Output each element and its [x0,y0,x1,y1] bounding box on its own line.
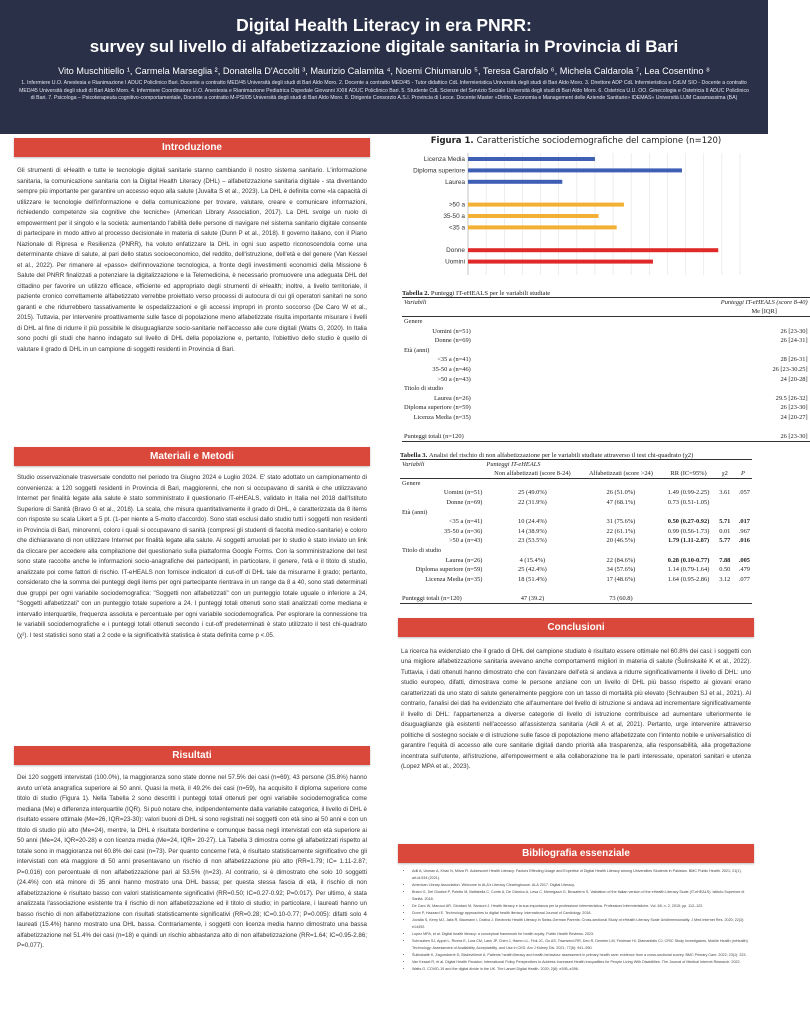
table3-cell-label: Età (anni) [402,508,428,516]
table3-cell-p [734,584,752,594]
table2-cell-value: 29.5 [26-32] [775,394,808,402]
table3-cell-chi [716,546,734,556]
table3-cell-p [734,507,752,517]
bar--35-a [468,225,617,229]
table2-caption [402,290,750,297]
table2-cell-label: Uomini (n=51) [432,327,471,335]
table3-cell-non [484,584,580,594]
table3-row [400,575,752,585]
table3-cell-alf: 47 (68.1%) [606,499,636,507]
right-column [398,134,808,973]
table2-cell-label: Titolo di studio [404,385,444,393]
table3-cell-non: 47 (39.2) [520,594,545,602]
bar-laurea [468,180,562,184]
bar-licenza-media [468,157,595,161]
poster-header [0,0,768,134]
table3-cell-rr [661,546,715,556]
table3-col-non-alfabetizzati: Non alfabetizzati (score 8-24) [494,470,571,478]
table3-col-p: P [740,470,745,478]
table2-row [402,422,810,432]
category-label: 35-50 a [443,213,465,220]
authors: Vito Muschitiello ¹, Carmela Marseglia ², Donatella D'Accolti ³, Maurizio Calamita ⁴, Noemi Chiumarulo ⁵, Teresa Garofalo ⁶, Michela Caldarola ⁷, Lea Cosentino ⁸ [58,66,710,76]
table3-cell-alf [580,479,661,489]
figure1-caption: Caratteristiche sociodemografiche del campione (n=120) [476,136,722,146]
table3-cell-rr [661,507,715,517]
table2-cell-label: Età (anni) [404,346,430,354]
table2-cell-label: Licenza Media (n=35) [413,413,471,421]
table3-cell-label: Uomini (n=51) [443,489,483,497]
table3-cell-p: .057 [738,489,750,497]
table3-header-spacer-var [400,469,484,479]
table3-caption [400,452,752,459]
category-label: Licenza Media [423,156,465,163]
table3-header-spacer-rr [661,459,715,469]
table2-row [402,432,810,442]
table2-group-row [402,345,810,355]
table3-row [400,517,752,527]
table2-cell-value: 26 [24-31] [780,337,808,345]
table3-label: Tabella 3. [400,451,428,459]
table3-cell-alf [580,546,661,556]
table2-row [402,374,810,384]
table3-cell-label: Laurea (n=26) [445,556,483,564]
table3-cell-rr: 1.79 (1.11-2.87) [667,537,710,545]
bibliography-item: • Dunn P, Hazzard E. Technology approaches to digital health literacy. International Journal of Cardiology. 2018. [412,910,750,917]
table2-header-spacer [402,307,591,317]
bibliography-item: • Schrauben SJ, Appel L, Rivera E, Lora CM, Lash JP, Chen J, Hamm LL, Fink JC, Go AS, Townsend RR, Deo R, Dember LM, Feldman HI, Diamantidis CJ; CRIC Study Investigators. Mobile Health (mHealth) Technology: Assessment of Availability, Acceptability, and Use in CKD. Am J Kidney Dis. 2021; 77(6): 941–950. [412,938,750,952]
table3-cell-non [484,546,580,556]
table3-cell-chi [716,594,734,604]
table3-cell-alf: 73 (60.8) [609,594,633,602]
table3-cell-label: Punteggi totali (n=120) [402,594,462,602]
bibliography-item: • Bravo G, Del Giudice P, Poletto M, Battistella C, Conte A, De Odorico A, Lesa C, Menegazzi G, Brusaferro S. Validation of the Italian version of the eHealth Literacy Scale (IT-eHEALS). Istituto Superiore di Sanità. 2018. [412,889,750,903]
table2-cell-value [591,422,810,432]
table2-cell-label: >50 a (n=43) [437,375,471,383]
category-label: >50 a [448,201,465,209]
table3-cell-rr: 0.28 (0.10-0.77) [667,556,710,564]
table3-group-row [400,479,752,489]
table3-cell-alf: 22 (84.6%) [606,556,636,564]
table2-col-score: Punteggi IT-eHEALS (score 8-40) [720,299,808,307]
table2-row [402,393,810,403]
category-label: Laurea [445,178,465,186]
table3-group-row [400,546,752,556]
category-label: Donne [446,247,465,255]
table2-cell-label: 35-50 a (n=46) [432,365,471,373]
table3-cell-alf: 26 (51.0%) [606,489,636,497]
table2-label: Tabella 2. [402,290,430,297]
table3-cell-non: 10 (24.4%) [518,518,547,526]
table3-cell-chi: 3.12 [719,575,731,583]
table3-cell-non: 4 (15.4%) [519,556,546,564]
table3-cell-chi: 0.01 [719,527,731,535]
table3-cell-non: 23 (53.5%) [518,537,547,545]
bar-35-50-a [468,214,599,218]
category-label: <35 a [448,224,465,232]
section-heading-bibliografia: Bibliografia essenziale [398,844,754,863]
table3-row [400,565,752,575]
table3-cell-chi: 0.50 [719,566,731,574]
table2-col-me-iqr: Me [IQR] [751,308,777,316]
poster-title-line1: Digital Health Literacy in era PNRR: [236,15,532,35]
table3-cell-rr [661,584,715,594]
table3 [398,452,754,604]
table3-cell-label: Diploma superiore (n=59) [415,566,483,574]
table2-cell-value: 24 [20-27] [780,413,808,421]
table3-cell-chi: 3.61 [719,489,731,497]
bar--50-a [468,203,624,207]
table3-cell-label [400,584,484,594]
table3-cell-chi: 7.88 [719,556,731,564]
bibliography-item: • Van Kessel R, et al. Digital Health Paradox: International Policy Perspectives to Address Increased Health Inequalities for People Living With Disabilities. The Journal of Medical Internet Research. 2022. [412,959,750,966]
table3-cell-rr: 1.64 (0.95-2.86) [667,575,710,583]
table3-cell-rr: 1.49 (0.99-2.25) [667,489,710,497]
table3-cell-chi [716,584,734,594]
table3-cell-rr [661,594,715,604]
left-column [14,134,370,952]
table3-cell-label: Donne (n=69) [446,499,483,507]
table3-cell-label: >50 a (n=43) [448,537,483,545]
bibliography-item: • American Library Association. Welcome to ALA's Literacy Clearinghouse. ALA 2017. Digital Literacy. [412,882,750,889]
table2-cell-value [591,317,810,327]
table3-cell-non: 14 (38.9%) [518,527,547,535]
table2-cell-value: 26 [23-30] [780,327,808,335]
table3-cell-alf: 34 (57.6%) [606,566,636,574]
table3-cell-non: 25 (49.0%) [518,489,547,497]
table3-row [400,536,752,546]
table3-col-variabili: Variabili [402,460,425,468]
introduction-text: Gli strumenti di eHealth e tutte le tecnologie digitali sanitarie stanno cambiando il nostro sistema sanitario. L'informazione sanitaria, la comunicazione sanitaria con la Digital Health Literacy (DHL) – alfabetizzazione sanitaria digitale - sta diventando sempre più importante per garantire un accesso equo alla salute (Juvalta S et al., 2023). La DHL è definita come «la capacità di utilizzare le tecnologie dell'informazione e della comunicazione per trovare, valutare, creare e comunicare informazioni, richiedendo competenze sia cognitive che tecniche» (American Library Association, 2017). La DHL svolge un ruolo di empowerment per il singolo e la società: aumentando l'abilità delle persone di navigare nel sistema sanitario digitale consente di partecipare in modo attivo al processo decisionale in materia di salute (Dunn P et al., 2018). Il governo italiano, con il Piano Nazionale di Ripresa e Resilienza (PNRR), ha voluto enfatizzare la DHL in ogni suo aspetto riconoscendola come una determinante chiave di salute, al pari dello status socioeconomico, del reddito, dell'istruzione, dell'età e del genere (Van Kessel et al., 2022). Per rimanere al «passo» dell'innovazione tecnologica, a fronte degli investimenti economici della Missione 6 Salute del PNRR finalizzati a potenziare la digitalizzazione e la Telemedicina, è necessario promuovere una adeguata DHL del cittadino per favorire un utilizzo efficace, efficiente ed appropriato degli strumenti di eHealth; inoltre, a livello territoriale, il paziente cronico correttamente alfabetizzato verrebbe proiettato verso processi di autocura di cui gli operatori sanitari ne sono garanti e che ridurrebbero tassativamente le ospedalizzazioni e gli accessi impropri in pronto soccorso (De Caro W et al., 2015). Tuttavia, per intervenire proattivamente sulle fasce di popolazione meno alfabetizzate risulta importante misurare i livelli di DHL al fine di ridurre il più possibile le disuguaglianze socio-sanitarie nell'accesso alle cure digitali (Watts G, 2020). In Italia sono pochi gli studi che hanno indagato sul livello di DHL della popolazione e, pertanto, l'obiettivo dello studio è quello di valutare il grado di DHL in un campione di soggetti residenti in Provincia di Bari. [17,167,367,353]
table3-cell-p: .017 [738,518,750,526]
table3-cell-label: Titolo di studio [402,547,442,555]
methods-text: Studio osservazionale trasversale condotto nel periodo tra Giugno 2024 e Luglio 2024. E' stato adottato un campionamento di convenienza: a 120 soggetti residenti in Provincia di Bari, maggiorenni, che non si occupavano di sanità e che utilizzavano Internet per finalità legate alla salute è stato somministrato il questionario IT-eHEALS, validato in Italia nel 2018 dall'Istituto Superiore di Sanità (Bravo G et al., 2018). La scala, che misura quantitativamente il grado di DHL, è caratterizzata da 8 items con risposte su scala Likert a 5 pt. (1-per niente a 5-molto d'accordo). Sono stati esclusi dallo studio tutti i soggetti non residenti in Provincia di Bari, minorenni, coloro i quali si occupavano di sanità (compresi gli studenti di facoltà medico-sanitarie) e coloro che dichiaravano di non utilizzare Internet per finalità legate alla salute. Ai soggetti arruolati per lo studio è stato inviato un link da cliccare per accedere alla compilazione del questionario sulla piattaforma Google Forms. Con la somministrazione del test sono state raccolte anche le informazioni socio-anagrafiche dei partecipanti, in particolare, il genere, l'età e il titolo di studio, analizzate poi come fattori di rischio. IT-eHEALS non fornisce indicatori di cut-off di DHL tale da misurarne il grado; pertanto, considerato che la somma dei punteggi degli items per ogni partecipante rientrava in un range da 8 a 40, sono stati determinati due gruppi per ogni variabile sociodemografica: "Soggetti non alfabetizzati" con un punteggio totale uguale o inferiore a 24, "Soggetti alfabetizzati" con un punteggio totale superiore a 24. I punteggi totali ottenuti sono stati analizzati come mediana e intervallo interquartile, frequenza assoluta e percentuale per ogni variabile sociodemografica. Per esplorare la connessione tra le variabili sociodemografiche e i punteggi totali ottenuti secondo i cut-off predeterminati è stato utilizzato il test chi-quadrato (χ²). I test statistici sono stati a 2 code e la significatività statistica è stata definita come p <.05. [17,474,367,639]
table2-row [402,326,810,336]
table2-cell-value [591,345,810,355]
table3-cell-p [734,479,752,489]
table3-cell-alf: 31 (75.6%) [606,518,636,526]
section-heading-risultati: Risultati [14,746,370,765]
bar-diploma-superiore [468,168,682,172]
table3-header-spacer-p [734,459,752,469]
table2-group-row [402,384,810,394]
section-heading-conclusioni: Conclusioni [398,618,754,637]
table3-cell-rr: 1.14 (0.79-1.64) [667,566,710,574]
section-heading-materiali-metodi: Materiali e Metodi [14,447,370,466]
table3-cell-p: .479 [738,566,750,574]
table3-cell-p [734,594,752,604]
table3-cell-chi [716,507,734,517]
bar-uomini [468,260,653,264]
table3-cell-p: .005 [738,556,750,564]
table3-cell-rr: 0.50 (0.27-0.92) [667,518,710,526]
figure1-bar-chart [398,149,754,279]
table3-row [400,498,752,508]
table3-cell-p: .077 [738,575,750,583]
category-label: Uomini [445,258,465,266]
table3-cell-p [734,546,752,556]
table3-cell-non [484,507,580,517]
table3-cell-alf: 20 (46.5%) [606,537,636,545]
table2-grid [402,297,810,442]
bibliography-item: • Juvalta S, Kerry MJ, Jaks R, Baumann I, Dratva J. Electronic Health Literacy in Swiss-German Parents: Cross-sectional Study of eHealth Literacy Scale Unidimensionality. J Med Internet Res. 2020; 22(3): e14492. [412,917,750,931]
table3-row [400,594,752,604]
table2-cell-value [591,384,810,394]
table3-cell-non: 18 (51.4%) [518,575,547,583]
table3-col-group: Punteggi IT-eHEALS [486,460,541,468]
table3-cell-p: .016 [738,537,750,545]
table2-row [402,403,810,413]
affiliations: 1. Infermiere U.O. Anestesia e Rianimazione I ADUC Policlinico Bari. Docente a contratto MED/45 Università degli studi di Bari Aldo Moro. 2. Docente a contratto MED/45 - Tutor didattico CdL Infermieristica Università degli studi di Bari Aldo Moro. 3. Direttore ADP CdL Infermieristica e CdLM SIO - Docente a contratto MED/45 Università degli studi di Bari Aldo Moro. 4. Infermiere Coordinatore U.O. Anestesia e Rianimazione Pediatrica Ospedale Giovanni XXIII ADUC Policlinico Bari. 5. Studente CdL Scienze del Servizio Sociale Università degli studi di Bari Aldo Moro. 6. Ostetrica U.U. OO. Ginecologia e Ostetricia II ADUC Policlinico di Bari. 7. Psicologa – Psicoterapeuta cognitivo-comportamentale, Docente a contratto M-PSI/05 Università degli studi di Bari Aldo Moro. 8. Dirigente Consorzio A.S.I. Provincia di Lecce. Docente Master «Diritto, Economia e Management delle Aziende Sanitarie» IDEMAS» Università LUM Casamassima (BA) [19,80,749,102]
bibliography-item: • Lopez MPA, et al. Digital health literacy: a conceptual framework for health equity. Public Health Reviews. 2023. [412,931,750,938]
table3-group-row [400,507,752,517]
table3-cell-chi: 5.77 [719,537,731,545]
table3-cell-rr [661,479,715,489]
section-heading-introduzione: Introduzione [14,138,370,157]
table2-cell-value: 26 [23-30] [780,432,808,440]
table3-title: Analisi del rischio di non alfabetizzazione per le variabili studiate attraverso il test chi-quadrato (χ2) [428,451,694,459]
table3-cell-label: 35-50 a (n=36) [444,527,483,535]
table2-group-row [402,317,810,327]
figure1-label: Figura 1. [430,136,474,146]
table2 [398,290,808,442]
bibliography-list [398,868,754,973]
table3-cell-rr: 0.73 (0.51-1.05) [667,499,710,507]
table3-row [400,488,752,498]
bibliography-item: • Šulinskaitė K, Zagurskienė D, Blaževičienė A. Patients' health literacy and health behaviour assessment in primary health care: evidence from a cross-sectional survey. BMC Primary Care. 2022; 23(1): 223. [412,952,750,959]
table2-cell-label: Punteggi totali (n=120) [404,432,464,440]
conclusions-text: La ricerca ha evidenziato che il grado di DHL del campione studiato è risultato essere ottimale nel 60.8% dei casi: i soggetti con una migliore alfabetizzazione sanitaria avevano anche comportamenti migliori in materia di salute (Šulinskaitė K et al., 2022). Tuttavia, i dati ottenuti hanno dimostrato che con l'avanzare dell'età si andava a ridurre significativamente il livello di DHL: uno studio europeo, difatti, dimostrava come le persone anziane con un livello di DHL più basso rispetto ai giovani erano caratterizzati da uno stato di salute generalmente peggiore con un tasso di mortalità più elevato (Schrauben SJ et al., 2021). Al contrario, l'analisi dei dati ha evidenziato che all'aumentare del livello di istruzione si andava ad incrementare significativamente il livello di DHL: l'appartenenza a diverse categorie di livello di istruzione contribuisce ad aumentare ulteriormente le disuguaglianze già esistenti nell'accesso all'assistenza sanitaria (Adil A et al, 2021). Pertanto, urge intervenire attraverso politiche di sostegno sociale e di istruzione sulle fasce di popolazione meno alfabetizzate con l'intento nobile e universalistico di garantire l'equità di accesso alle cure sanitarie digitali dando priorità alla trasparenza, alla responsabilità, alla progettazione incentrata sull'utente, all'istruzione, all'empowerment e alla collaborazione tra le parti interessate, operatori sanitari e utenza (Lopez MPA et al., 2023). [401,647,751,771]
table2-cell-value: 26 [23-30] [780,404,808,412]
table3-row [400,555,752,565]
table3-cell-alf [580,584,661,594]
table3-col-chi: χ2 [721,470,728,478]
category-label: Diploma superiore [413,167,465,175]
table3-cell-non [484,479,580,489]
table2-cell-label: Laurea (n=26) [434,394,471,402]
table3-col-rr: RR (IC=95%) [670,470,707,478]
table3-cell-alf: 17 (48.6%) [606,575,636,583]
table2-cell-value: 26 [23-30.25] [772,365,808,373]
table2-row [402,336,810,346]
table3-grid [400,459,752,604]
table2-cell-label: Donne (n=69) [434,337,471,345]
table3-cell-non: 22 (31.9%) [518,499,547,507]
table2-row [402,413,810,423]
bibliography-item: • Watts G. COVID-19 and the digital divide in the UK. The Lancet Digital Health. 2020; 2(8): e395–e396. [412,966,750,973]
table3-cell-p: .967 [738,527,750,535]
table2-cell-label: Diploma superiore (n=59) [404,404,471,412]
table3-cell-label: Genere [402,480,421,488]
table3-cell-chi [716,479,734,489]
table3-cell-non: 25 (42.4%) [518,566,547,574]
table2-cell-value: 28 [26-31] [780,356,808,364]
bibliography-item: • Adil A, Usman A, Khan N, Mirza FI. Adolescent Health Literacy: Factors Effecting Usage and Expertise of Digital Health Literacy among Universities Students in Pakistan. BMC Public Health. 2021; 21(1), art.id:534 (2021). [412,868,750,882]
table2-cell-label: <35 a (n=41) [437,356,471,364]
table2-cell-label [402,422,591,432]
table3-cell-alf: 22 (61.1%) [606,527,636,535]
table3-cell-chi [716,498,734,508]
table3-header-spacer-chi [716,459,734,469]
table3-cell-chi: 5.71 [719,518,731,526]
table2-cell-label: Genere [404,318,423,326]
bibliography-item: • De Caro W, Marucci AR, Giordani M, Sansoni J. Health literacy e la sua importanza per la professione infermieristica. Professioni Infermieristiche. Vol. 68, n. 2, 2015: pp. 112–122. [412,903,750,910]
table3-cell-rr: 0.99 (0.56-1.73) [667,527,710,535]
table3-row [400,527,752,537]
results-text: Dei 120 soggetti intervistati (100.0%), la maggioranza sono state donne nel 57.5% dei casi (n=69); 43 persone (35.8%) hanno avuto un'età anagrafica superiore ai 50 anni. Quasi la metà, il 49.2% dei casi (n=59), ha acquisito il diploma superiore come titolo di studio (Figura 1). Nella Tabella 2 sono descritti i punteggi totali ottenuti per ogni variabile sociodemografica come mediana (Me) e differenza interquartile (IQR). Si può notare che, indipendentemente dalla variabile categorica, il livello di DHL è risultato essere ottimale (Me=26, IQR=23-30): valori buoni di DHL si sono registrati nei soggetti con età sino ai 50 anni e con un titolo di studio più alto (Me=24), mentre, la DHL è risultata borderline e comunque bassa negli intervistati con età superiore ai 50 anni (Me=24, IQR=20-28) e con licenza media (Me=24, IQR= 20-27). La Tabella 3 dimostra come gli alfabetizzati rispetto al totale sono in maggioranza nel 60.8% dei casi (n=73). Per quanto concerne l'età, è risultato statisticamente significativo che gli intervistati con età maggiore di 50 anni presentavano un rischio di non alfabetizzazione più alto (RR=1.79; IC= 1.11-2.87; P=0.016) con percentuale di non alfabetizzazione pari al 53.5% (n=23). Al contrario, si è dimostrato che solo 10 soggetti (24.4%) con età minore di 35 anni hanno mostrato una DHL bassa; per questa stessa fascia di età, il rischio di non alfabetizzazione è risultato basso con valori statisticamente significativi (RR=0.50; IC=0.27-0.92; P=0.017). Per ultimo, è stata analizzata l'associazione esistente tra il rischio di non alfabetizzazione ed il titolo di studio; in particolare, i laureati hanno un basso rischio di non alfabetizzazione con risultati statisticamente significativi (RR=0.28; IC=0.10-0.77; P=0.005): difatti solo 4 laureati (15.4%) hanno mostrato una DHL bassa. Contrariamente, i soggetti con licenza media hanno dimostrato una bassa alfabetizzazione nel 51.4% dei casi (n=18) e quindi un rischio abbastanza alto di non alfabetizzazione (RR=1.64; IC=0.95-2.86; P=0.077). [17,774,367,949]
bar-donne [468,248,718,252]
table3-cell-alf [580,507,661,517]
table2-row [402,355,810,365]
table2-title: Punteggi IT-eHEALS per le variabili studiate [430,290,551,297]
figure1-title [398,136,754,146]
table2-cell-value: 24 [20-28] [780,375,808,383]
table2-col-variabili: Variabili [404,299,427,307]
table3-col-alfabetizzati: Alfabetizzati (score >24) [588,470,653,478]
table3-row [400,584,752,594]
table2-row [402,365,810,375]
table3-cell-label: Licenza Media (n=35) [425,575,483,583]
table3-cell-label: <35 a (n=41) [448,518,483,526]
table3-cell-p [734,498,752,508]
poster-title-line2: survey sul livello di alfabetizzazione digitale sanitaria in Provincia di Bari [89,37,679,56]
